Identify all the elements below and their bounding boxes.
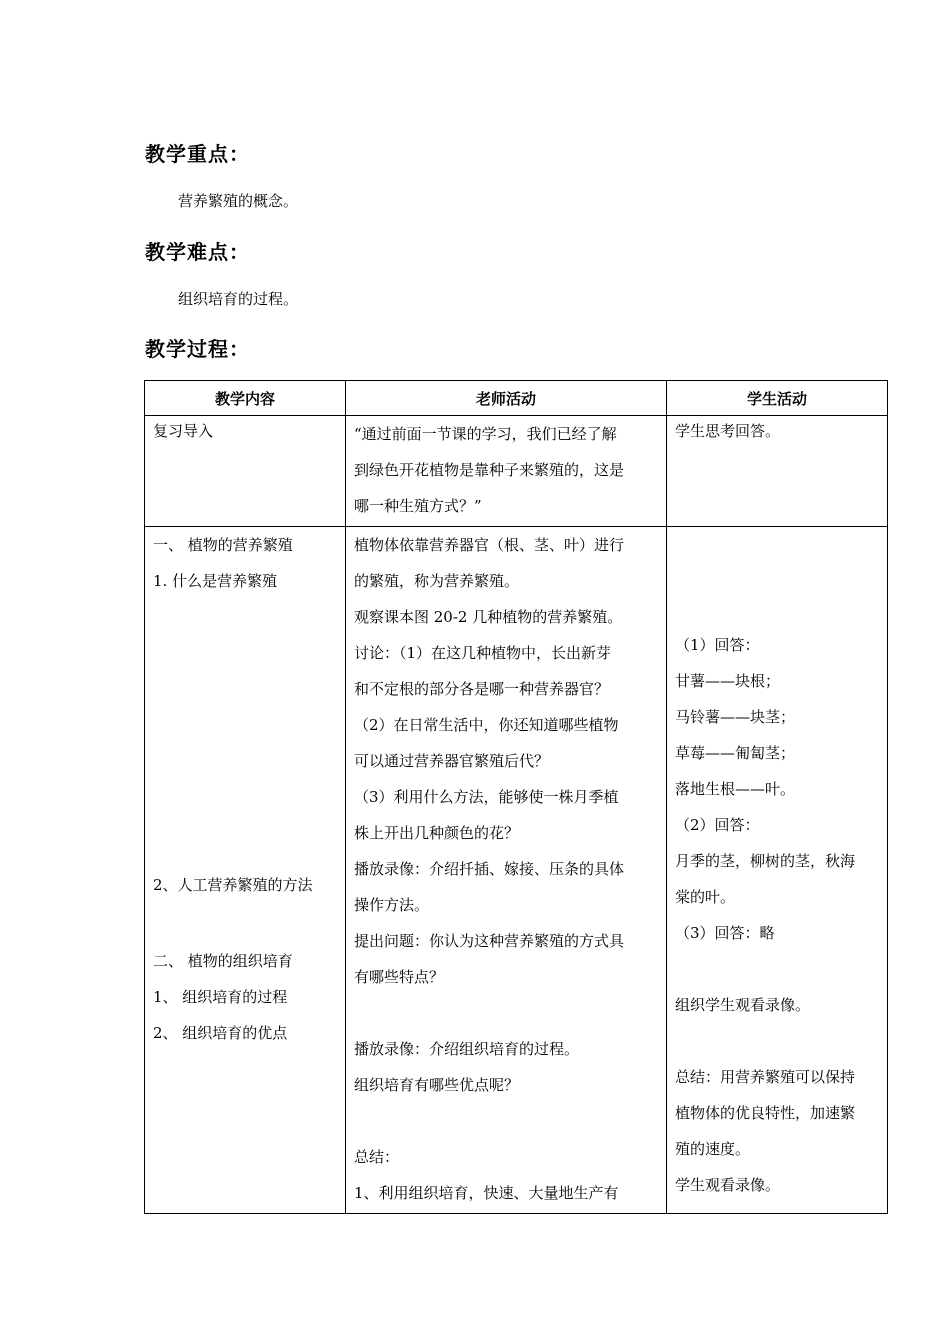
row1-content-cell	[145, 416, 346, 527]
student-line: 草莓——匍匐茎；	[675, 744, 796, 762]
focus-heading: 教学重点：	[145, 142, 250, 166]
teacher-line: 可以通过营养器官繁殖后代？	[354, 752, 550, 770]
teacher-line: 提出问题：你认为这种营养繁殖的方式具	[354, 932, 625, 950]
teacher-line: 操作方法。	[354, 896, 430, 914]
row1-teacher-line: 哪一种生殖方式？”	[354, 497, 482, 515]
content-item: 2、人工营养繁殖的方法	[153, 876, 313, 894]
focus-text: 营养繁殖的概念。	[178, 192, 299, 210]
content-item: 2、 组织培育的优点	[153, 1024, 288, 1042]
student-line: 植物体的优良特性，加速繁	[675, 1104, 856, 1122]
student-line: 棠的叶。	[675, 888, 736, 906]
difficulty-text: 组织培育的过程。	[178, 290, 299, 308]
teacher-line: 播放录像：介绍扦插、嫁接、压条的具体	[354, 860, 625, 878]
teacher-line: 总结：	[354, 1148, 400, 1166]
student-line: 马铃薯——块茎；	[675, 708, 796, 726]
student-line: （2）回答：	[675, 816, 760, 834]
teacher-line: 讨论：（1）在这几种植物中，长出新芽	[354, 644, 612, 662]
row1-student-cell	[667, 416, 888, 527]
table-row	[145, 416, 888, 527]
header-student: 学生活动	[667, 381, 888, 416]
row2-content-cell	[145, 527, 346, 1214]
student-line: 学生观看录像。	[675, 1176, 781, 1194]
lesson-table	[144, 380, 888, 1214]
row1-student: 学生思考回答。	[675, 422, 781, 440]
table-row	[145, 527, 888, 1214]
teacher-line: 有哪些特点？	[354, 968, 445, 986]
teacher-line: （3）利用什么方法，能够使一株月季植	[354, 788, 619, 806]
content-item: 1. 什么是营养繁殖	[153, 572, 278, 590]
row2-teacher-cell	[346, 527, 667, 1214]
teacher-line: 的繁殖，称为营养繁殖。	[354, 572, 520, 590]
teacher-line: 1、利用组织培育，快速、大量地生产有	[354, 1184, 619, 1202]
student-line: 组织学生观看录像。	[675, 996, 811, 1014]
process-heading: 教学过程：	[145, 337, 250, 361]
difficulty-heading: 教学难点：	[145, 240, 250, 264]
row2-student-cell	[667, 527, 888, 1214]
content-item: 二、 植物的组织培育	[153, 952, 293, 970]
teacher-line: 株上开出几种颜色的花？	[354, 824, 520, 842]
teacher-line: （2）在日常生活中，你还知道哪些植物	[354, 716, 619, 734]
row1-teacher-cell	[346, 416, 667, 527]
content-item: 一、 植物的营养繁殖	[153, 536, 293, 554]
student-line: 落地生根——叶。	[675, 780, 796, 798]
header-teacher: 老师活动	[346, 381, 667, 416]
header-content: 教学内容	[145, 381, 346, 416]
row1-teacher-line: 到绿色开花植物是靠种子来繁殖的，这是	[354, 461, 625, 479]
student-line: 甘薯——块根；	[675, 672, 781, 690]
teacher-line: 组织培育有哪些优点呢？	[354, 1076, 520, 1094]
teacher-line: 植物体依靠营养器官（根、茎、叶）进行	[354, 536, 625, 554]
teacher-line: 播放录像：介绍组织培育的过程。	[354, 1040, 580, 1058]
row1-content: 复习导入	[153, 422, 214, 440]
student-line: （1）回答：	[675, 636, 760, 654]
student-line: 总结：用营养繁殖可以保持	[675, 1068, 856, 1086]
student-line: 月季的茎，柳树的茎，秋海	[675, 852, 856, 870]
student-line: （3）回答：略	[675, 924, 775, 942]
student-line: 殖的速度。	[675, 1140, 751, 1158]
content-item: 1、 组织培育的过程	[153, 988, 288, 1006]
table-header-row	[145, 381, 888, 416]
teacher-line: 观察课本图 20-2 几种植物的营养繁殖。	[354, 608, 623, 626]
teacher-line: 和不定根的部分各是哪一种营养器官？	[354, 680, 610, 698]
row1-teacher-line: “通过前面一节课的学习，我们已经了解	[354, 425, 617, 443]
